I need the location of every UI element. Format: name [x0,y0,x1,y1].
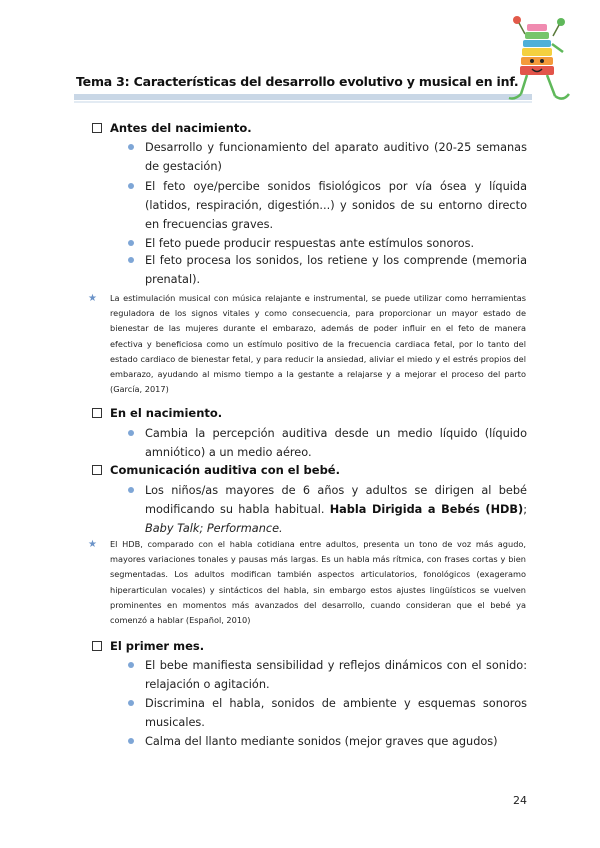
list-item [145,656,527,694]
list-item-text: Cambia la percepción auditiva desde un medio líquido (líquido amniótico) a un medio aéreo. [145,427,527,459]
list-item-text: Los niños/as mayores de 6 años y adultos se dirigen al bebé modificando su habla habitual. [145,484,527,516]
checkbox-icon [92,123,102,133]
list-item-text: El bebe manifiesta sensibilidad y reflejos dinámicos con el sonido: relajación o agitación. [145,659,527,691]
section-heading-label: El primer mes. [110,639,205,653]
checkbox-icon [92,641,102,651]
list-item-text: El feto procesa los sonidos, los retiene y los comprende (memoria prenatal). [145,254,527,286]
bullet-icon [128,700,134,706]
section-heading [92,463,340,477]
bullet-icon [128,144,134,150]
bullet-icon [128,738,134,744]
list-item-text: El feto puede producir respuestas ante estímulos sonoros. [145,237,475,250]
list-item [145,251,527,289]
header-rule-shadow [74,101,532,103]
bullet-icon [128,430,134,436]
page-number: 24 [513,794,527,807]
list-item-text: Calma del llanto mediante sonidos (mejor graves que agudos) [145,735,498,748]
bullet-icon [128,662,134,668]
list-item [145,177,527,234]
star-icon: ★ [88,293,97,304]
hdb-term: Habla Dirigida a Bebés (HDB) [329,503,524,516]
list-item [145,138,527,176]
list-item-text: El feto oye/percibe sonidos fisiológicos por vía ósea y líquida (latidos, respiración, digestión...) y sonidos de su entorno directo en frecuencias graves. [145,180,527,231]
bullet-icon [128,240,134,246]
bullet-icon [128,257,134,263]
list-item-text: Desarrollo y funcionamiento del aparato auditivo (20-25 semanas de gestación) [145,141,527,173]
checkbox-icon [92,408,102,418]
xylophone-illustration [505,14,573,106]
page-title: Tema 3: Características del desarrollo evolutivo y musical en inf. [76,74,519,89]
list-item [145,732,527,751]
alt-terms: Baby Talk; Performance. [145,522,283,535]
note-text: El HDB, comparado con el habla cotidiana entre adultos, presenta un tono de voz más agudo, mayores variaciones tonales y pausas más largas. Es un habla más rítmica, con frases cortas y bien segmentadas. Los adultos modifican también aspectos articulatorios, fonológicos (exageramo hiperarticulan vocales) y sintácticos del habla, sin embargo estos ajustes lingüísticos se vuelven prominentes en momentos más avanzados del desarrollo, cuando consideran que el bebé ya comenzó a hablar (Español, 2010) [110,539,526,626]
star-icon: ★ [88,539,97,550]
list-item [145,481,527,538]
list-item [145,424,527,462]
section-heading [92,406,222,420]
note-paragraph [88,537,526,628]
header-rule [74,94,532,100]
term-separator: ; [523,503,528,516]
bullet-icon [128,487,134,493]
note-paragraph [88,291,526,397]
bullet-icon [128,183,134,189]
section-heading-label: En el nacimiento. [110,406,223,420]
section-heading [92,639,204,653]
section-heading-label: Antes del nacimiento. [110,121,252,135]
note-text: La estimulación musical con música relajante e instrumental, se puede utilizar como herramientas reguladora de los signos vitales y como consecuencia, para proporcionar un mayor estado de bienestar de las mujeres durante el embarazo, además de poder influir en el feto de manera efectiva y beneficiosa como un estímulo positivo de la frecuencia cardiaca fetal, por lo tanto del estado cardiaco de bienestar fetal, y para reducir la ansiedad, aliviar el miedo y el estrés propios del embarazo, ayudando al mismo tiempo a la gestante a relajarse y a mejorar el proceso del parto (García, 2017) [110,293,526,395]
list-item-text: Discrimina el habla, sonidos de ambiente y esquemas sonoros musicales. [145,697,527,729]
section-heading [92,121,252,135]
section-heading-label: Comunicación auditiva con el bebé. [110,463,340,477]
checkbox-icon [92,465,102,475]
list-item [145,694,527,732]
